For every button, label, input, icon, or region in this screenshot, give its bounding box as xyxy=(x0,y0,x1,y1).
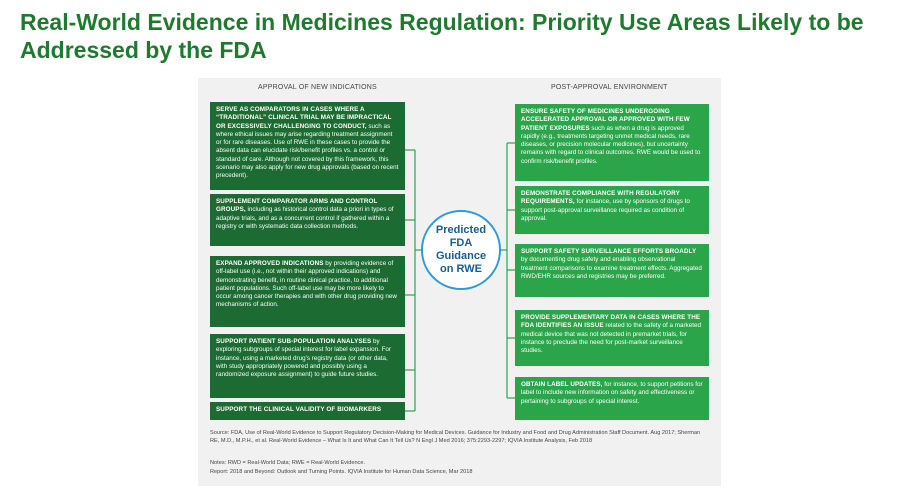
postapproval-box-compliance xyxy=(515,186,709,234)
box-heading: EXPAND APPROVED INDICATIONS xyxy=(216,260,324,267)
approval-box-comparators xyxy=(210,102,405,190)
box-body: for instance, to support petitions for label to include new information on safety and effectiveness or pertaining to subgroups of special interest. xyxy=(521,381,703,405)
postapproval-box-surveillance xyxy=(515,244,709,297)
box-body: including as historical control data a priori in types of adaptive trials, and as a concurrent control if gathered within a registry or with systematic data collection methods. xyxy=(216,206,394,230)
box-heading: DEMONSTRATE COMPLIANCE WITH REGULATORY REQUIREMENTS, xyxy=(521,190,680,206)
footnote-notes: Notes: RWD = Real-World Data; RWE = Real-World Evidence. xyxy=(210,460,366,466)
approval-box-biomarkers xyxy=(210,402,405,420)
box-heading: PROVIDE SUPPLEMENTARY DATA IN CASES WHERE THE FDA IDENTIFIES AN ISSUE xyxy=(521,314,701,330)
box-heading: SUPPORT THE CLINICAL VALIDITY OF BIOMARKERS xyxy=(216,406,382,413)
postapproval-box-ensure-safety xyxy=(515,104,709,181)
postapproval-box-label-updates xyxy=(515,377,709,420)
center-circle xyxy=(421,210,501,290)
box-body: related to the safety of a marketed medical device that was not detected in premarket trials, for instance to preclude the need for post-market surveillance studies. xyxy=(521,322,701,355)
box-body: such as where ethical issues may arise regarding treatment assignment or for rare diseases. Use of RWE in these cases to provide the absent data can elucidate risk/benefit profiles vs. a control or standard of care. Although not covered by this framework, this scenario may also apply for new drug approvals (based on recent precedent). xyxy=(216,122,399,180)
approval-heading: APPROVAL OF NEW INDICATIONS xyxy=(258,84,377,91)
box-body: by providing evidence of off-label use (i.e., not within their approved indications) and demonstrating benefit, in routine clinical practice, to additional patient populations. Such off-label use may be more likely to occur among cancer therapies and with other drug providing new mechanisms of action. xyxy=(216,260,397,309)
postapproval-box-supplementary-data xyxy=(515,310,709,366)
page-title: Real-World Evidence in Medicines Regulation: Priority Use Areas Likely to be Addressed by the FDA xyxy=(20,9,864,63)
box-heading: SERVE AS COMPARATORS IN CASES WHERE A “TRADITIONAL” CLINICAL TRIAL MAY BE IMPRACTICAL OR EXCESSIVELY CHALLENGING TO CONDUCT, xyxy=(216,106,392,130)
box-heading: SUPPLEMENT COMPARATOR ARMS AND CONTROL GROUPS, xyxy=(216,198,378,214)
box-body: such as when a drug is approved rapidly (e.g., treatments targeting unmet medical needs, rare diseases, or precision molecular medicines), but uncertainty remains with regard to clinical outcomes. RWE would be used to confirm risk/benefit profiles. xyxy=(521,124,701,165)
footnote-source: Source: FDA, Use of Real-World Evidence to Support Regulatory Decision-Making for Medical Devices. Guidance for Industry and Food and Drug Administration Staff Document. Aug 2017; Sherman RE, M.D., M.P.H., et al. Real-World Evidence – What Is It and What Can It Tell Us? N Engl J Med 2016; 375:2293-2297; IQVIA Institute Analysis, Feb 2018 xyxy=(210,430,701,444)
box-body: for instance, use by sponsors of drugs to support post-approval surveillance required as condition of approval. xyxy=(521,198,690,222)
box-heading: SUPPORT SAFETY SURVEILLANCE EFFORTS BROADLY xyxy=(521,248,697,255)
box-body: by documenting drug safety and enabling observational treatment comparisons to examine treatment effects. Aggregated RWD/EHR sources and registries may be preferred. xyxy=(521,256,702,280)
box-heading: ENSURE SAFETY OF MEDICINES UNDERGOING ACCELERATED APPROVAL OR APPROVED WITH FEW PATIENT EXPOSURES xyxy=(521,108,690,132)
approval-box-subpopulation xyxy=(210,334,405,398)
center-label: Predicted FDA Guidance on RWE xyxy=(435,224,487,275)
approval-box-expand-indications xyxy=(210,256,405,327)
box-heading: SUPPORT PATIENT SUB-POPULATION ANALYSES xyxy=(216,338,372,345)
footnote-report: Report: 2018 and Beyond: Outlook and Turning Points. IQVIA Institute for Human Data Science, Mar 2018 xyxy=(210,469,473,475)
approval-box-supplement-comparator xyxy=(210,194,405,246)
box-heading: OBTAIN LABEL UPDATES, xyxy=(521,381,603,388)
box-body: by exploring subgroups of special interest for label expansion. For instance, using a marketed drug’s registry data (or other data, with study appropriately powered and possibly using a randomized exposure assignment) to guide future studies. xyxy=(216,338,392,379)
postapproval-heading: POST-APPROVAL ENVIRONMENT xyxy=(551,84,668,91)
